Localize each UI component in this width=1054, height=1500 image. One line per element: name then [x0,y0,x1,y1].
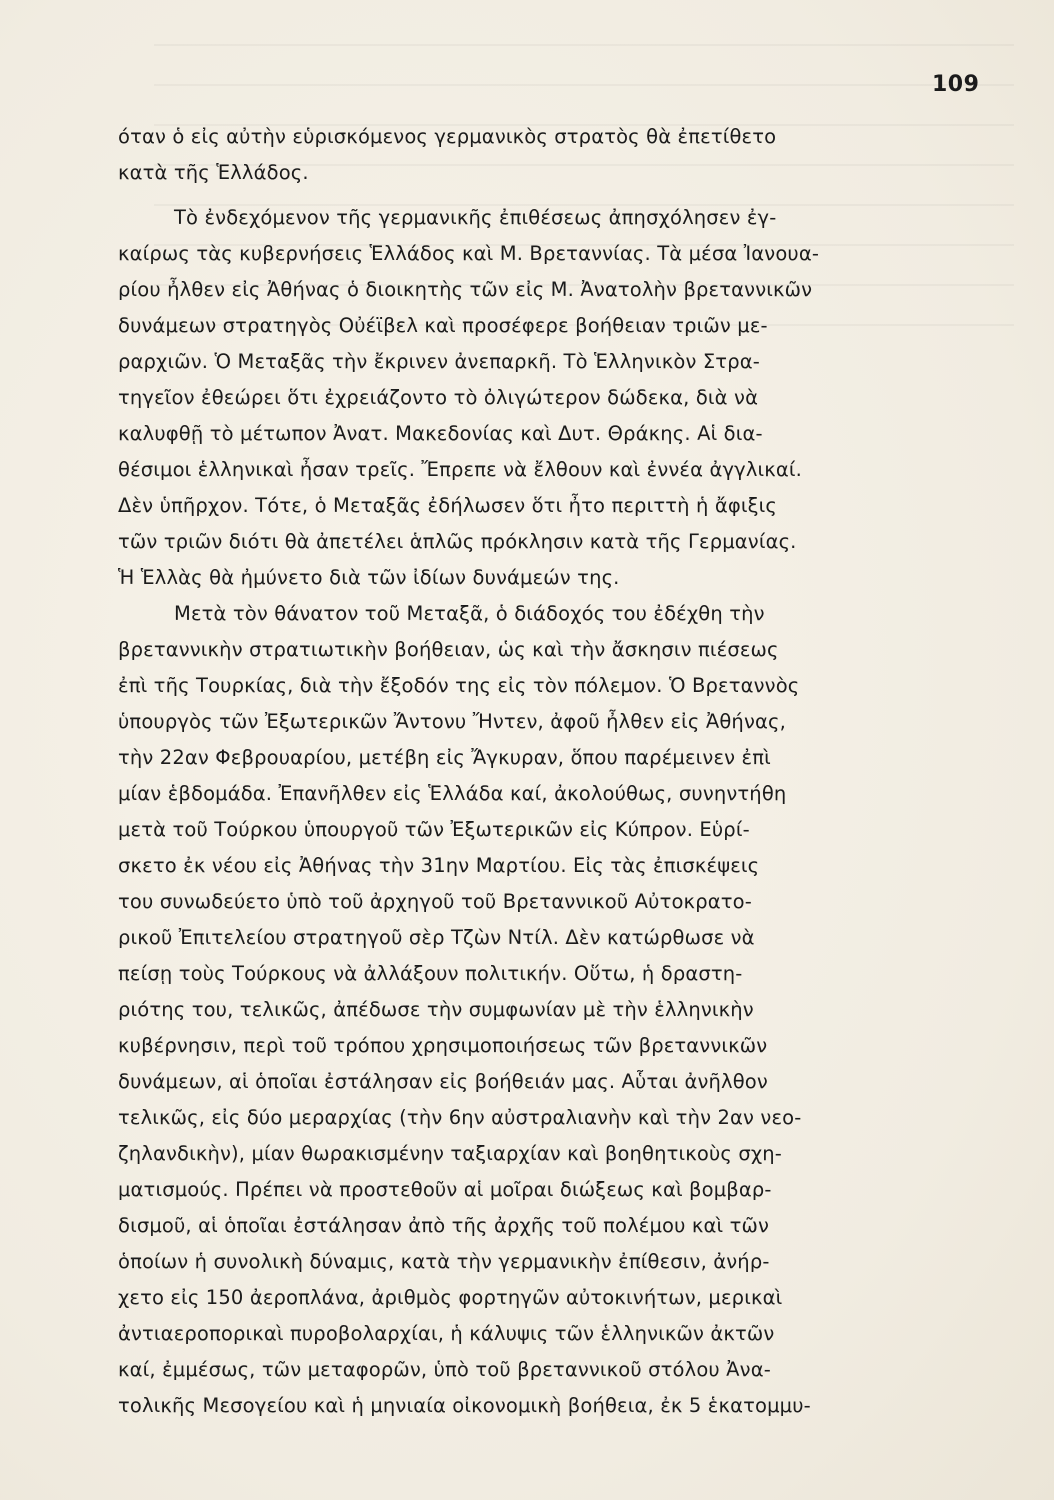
text-line: ζηλανδικὴν), μίαν θωρακισμένην ταξιαρχίαν καὶ βοηθητικοὺς σχη- [118,1142,782,1165]
text-line: τῶν τριῶν διότι θὰ ἀπετέλει ἁπλῶς πρόκλησιν κατὰ τῆς Γερμανίας. [118,530,797,553]
text-line: καί, ἐμμέσως, τῶν μεταφορῶν, ὑπὸ τοῦ βρεταννικοῦ στόλου Ἀνα- [118,1358,771,1381]
text-line: κυβέρνησιν, περὶ τοῦ τρόπου χρησιμοποιήσεως τῶν βρεταννικῶν [118,1034,768,1057]
text-line: ὑπουργὸς τῶν Ἐξωτερικῶν Ἄντονυ Ἤντεν, ἀφοῦ ἦλθεν εἰς Ἀθήνας, [118,710,786,733]
text-line: Ἡ Ἑλλὰς θὰ ἠμύνετο διὰ τῶν ἰδίων δυνάμεών της. [118,566,620,589]
text-line: ριότης του, τελικῶς, ἀπέδωσε τὴν συμφωνίαν μὲ τὴν ἑλληνικὴν [118,998,754,1021]
text-line: σκετο ἐκ νέου εἰς Ἀθήνας τὴν 31ην Μαρτίου. Εἰς τὰς ἐπισκέψεις [118,854,760,877]
text-line: πείσῃ τοὺς Τούρκους νὰ ἀλλάξουν πολιτικήν. Οὕτω, ἡ δραστη- [118,962,743,985]
text-line: του συνωδεύετο ὑπὸ τοῦ ἀρχηγοῦ τοῦ Βρεταννικοῦ Αὐτοκρατο- [118,890,752,913]
text-line: ρίου ἦλθεν εἰς Ἀθήνας ὁ διοικητὴς τῶν εἰς Μ. Ἀνατολὴν βρεταννικῶν [118,278,813,301]
text-line: καίρως τὰς κυβερνήσεις Ἑλλάδος καὶ Μ. Βρεταννίας. Τὰ μέσα Ἰανουα- [118,242,820,265]
text-line: δυνάμεων, αἱ ὁποῖαι ἐστάλησαν εἰς βοήθειάν μας. Αὗται ἀνῆλθον [118,1070,768,1093]
paragraph-start-line: Τὸ ἐνδεχόμενον τῆς γερμανικῆς ἐπιθέσεως ἀπησχόλησεν ἐγ- [174,206,777,229]
text-line: όταν ὁ εἰς αὐτὴν εὑρισκόμενος γερμανικὸς στρατὸς θὰ ἐπετίθετο [118,125,777,148]
text-line: δισμοῦ, αἱ ὁποῖαι ἐστάλησαν ἀπὸ τῆς ἀρχῆς τοῦ πολέμου καὶ τῶν [118,1214,770,1237]
text-line: ρικοῦ Ἐπιτελείου στρατηγοῦ σὲρ Τζὼν Ντίλ. Δὲν κατώρθωσε νὰ [118,926,755,949]
text-line: τηγεῖον ἐθεώρει ὅτι ἐχρειάζοντο τὸ ὀλιγώτερον δώδεκα, διὰ νὰ [118,386,759,409]
text-line: ματισμούς. Πρέπει νὰ προστεθοῦν αἱ μοῖραι διώξεως καὶ βομβαρ- [118,1178,772,1201]
body-text [118,125,940,1425]
text-line: μετὰ τοῦ Τούρκου ὑπουργοῦ τῶν Ἐξωτερικῶν εἰς Κύπρον. Εὑρί- [118,818,750,841]
text-line: ἐπὶ τῆς Τουρκίας, διὰ τὴν ἔξοδόν της εἰς τὸν πόλεμον. Ὁ Βρεταννὸς [118,674,800,697]
text-line: ὁποίων ἡ συνολικὴ δύναμις, κατὰ τὴν γερμανικὴν ἐπίθεσιν, ἀνήρ- [118,1250,770,1273]
text-line: καλυφθῇ τὸ μέτωπον Ἀνατ. Μακεδονίας καὶ Δυτ. Θράκης. Αἱ δια- [118,422,763,445]
text-line: δυνάμεων στρατηγὸς Οὐέϊβελ καὶ προσέφερε βοήθειαν τριῶν με- [118,314,768,337]
text-line: Δὲν ὑπῆρχον. Τότε, ὁ Μεταξᾶς ἐδήλωσεν ὅτι ἦτο περιττὴ ἡ ἄφιξις [118,494,777,517]
text-line: μίαν ἑβδομάδα. Ἐπανῆλθεν εἰς Ἑλλάδα καί, ἀκολούθως, συνηντήθη [118,782,787,805]
text-line: κατὰ τῆς Ἑλλάδος. [118,161,309,184]
text-line: ραρχιῶν. Ὁ Μεταξᾶς τὴν ἔκρινεν ἀνεπαρκῆ. Τὸ Ἑλληνικὸν Στρα- [118,350,760,373]
text-line: βρεταννικὴν στρατιωτικὴν βοήθειαν, ὡς καὶ τὴν ἄσκησιν πιέσεως [118,638,779,661]
text-line: θέσιμοι ἑλληνικαὶ ἦσαν τρεῖς. Ἔπρεπε νὰ ἔλθουν καὶ ἐννέα ἀγγλικαί. [118,458,803,481]
text-line: τελικῶς, εἰς δύο μεραρχίας (τὴν 6ην αὐστραλιανὴν καὶ τὴν 2αν νεο- [118,1106,802,1129]
paragraph-start-line: Μετὰ τὸν θάνατον τοῦ Μεταξᾶ, ὁ διάδοχός του ἐδέχθη τὴν [174,602,765,625]
text-line: τὴν 22αν Φεβρουαρίου, μετέβη εἰς Ἄγκυραν, ὅπου παρέμεινεν ἐπὶ [118,746,771,769]
page-number: 109 [932,72,980,97]
text-line: χετο εἰς 150 ἀεροπλάνα, ἀριθμὸς φορτηγῶν αὐτοκινήτων, μερικαὶ [118,1286,783,1309]
text-line: ἀντιαεροπορικαὶ πυροβολαρχίαι, ἡ κάλυψις τῶν ἑλληνικῶν ἀκτῶν [118,1322,775,1345]
text-line: τολικῆς Μεσογείου καὶ ἡ μηνιαία οἰκονομικὴ βοήθεια, ἐκ 5 ἑκατομμυ- [118,1394,811,1417]
